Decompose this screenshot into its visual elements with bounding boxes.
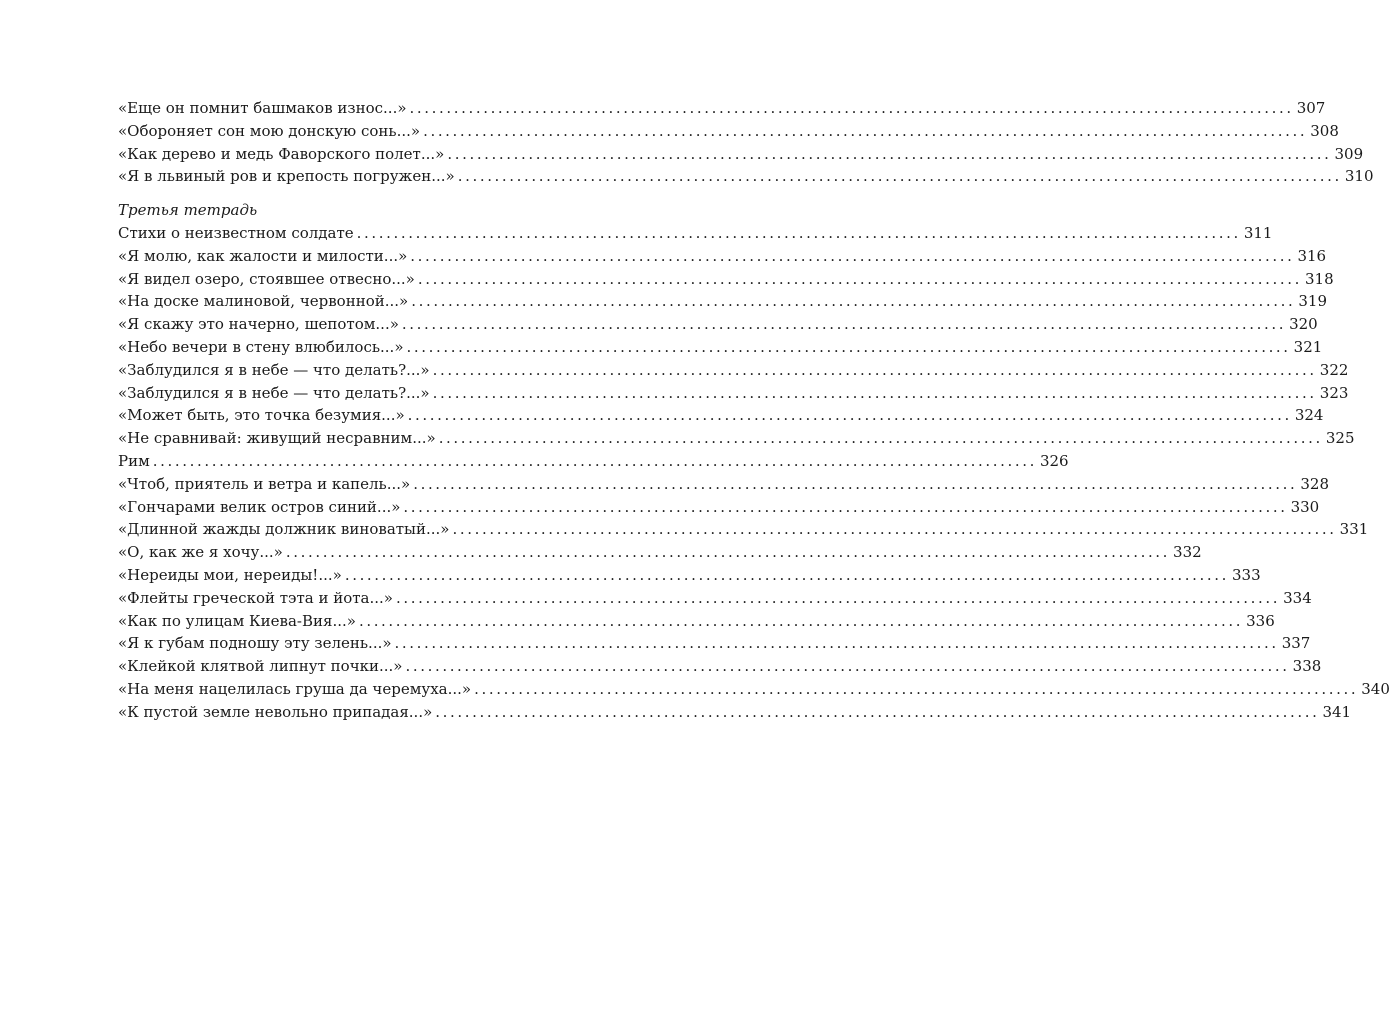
toc-entry-title: «Я молю, как жалости и милости...»: [118, 246, 408, 265]
toc-entry: [118, 518, 1369, 541]
dot-leader: ........................................................................................................................: [152, 451, 1037, 470]
toc-entry-title: Стихи о неизвестном солдате: [118, 223, 354, 242]
toc-entry-title: «Я к губам подношу эту зелень...»: [118, 634, 392, 653]
toc-entry: [118, 404, 1324, 427]
toc-entry-page-number: 332: [1173, 543, 1202, 562]
toc-entry-title: «На доске малиновой, червонной...»: [118, 292, 409, 311]
toc-entry-page-number: 328: [1300, 474, 1330, 493]
toc-entry-title: «Клейкой клятвой липнут почки...»: [118, 657, 403, 676]
toc-entry: [118, 610, 1275, 633]
dot-leader: ........................................................................................................................: [406, 337, 1291, 356]
toc-entry-title: «Обороняет сон мою донскую сонь...»: [118, 121, 421, 140]
toc-entry-title: «Заблудился я в небе — что делать?...»: [118, 360, 430, 379]
toc-entry-title: «Как дерево и медь Фаворского полет...»: [118, 144, 445, 163]
toc-entry-title: «Заблудился я в небе — что делать?...»: [118, 383, 430, 402]
dot-leader: ........................................................................................................................: [423, 121, 1308, 140]
dot-leader: ........................................................................................................................: [457, 167, 1342, 186]
toc-entry: [118, 290, 1328, 313]
dot-leader: ........................................................................................................................: [356, 223, 1241, 242]
dot-leader: ........................................................................................................................: [407, 406, 1292, 425]
toc-entry: [118, 587, 1312, 610]
toc-entry-page-number: 326: [1039, 451, 1069, 470]
toc-entry-page-number: 336: [1246, 611, 1275, 630]
toc-entry: [118, 541, 1202, 564]
dot-leader: ........................................................................................................................: [452, 520, 1337, 539]
toc-entry-page-number: 307: [1296, 99, 1326, 117]
toc-entry: [118, 268, 1334, 291]
dot-leader: ........................................................................................................................: [401, 315, 1287, 334]
toc-group-third-notebook: [118, 222, 1390, 724]
section-title: Третья тетрадь: [118, 201, 258, 220]
dot-leader: ........................................................................................................................: [395, 588, 1281, 607]
toc-entry-page-number: 309: [1334, 144, 1364, 163]
toc-entry: [118, 245, 1327, 268]
toc-group-continued: [118, 97, 1374, 188]
toc-entry-page-number: 337: [1281, 634, 1311, 653]
toc-entry-title: «Еще он помнит башмаков износ...»: [118, 99, 407, 117]
toc-entry-page-number: 338: [1292, 657, 1322, 676]
dot-leader: ........................................................................................................................: [432, 383, 1317, 402]
toc-entry: [118, 313, 1318, 336]
toc-entry: [118, 564, 1261, 587]
toc-entry-page-number: 324: [1294, 406, 1324, 425]
toc-entry-title: «О, как же я хочу...»: [118, 543, 283, 562]
toc-entry-title: «Как по улицам Киева-Вия...»: [118, 611, 356, 630]
dot-leader: ........................................................................................................................: [411, 292, 1296, 311]
dot-leader: ........................................................................................................................: [474, 679, 1359, 698]
toc-entry-page-number: 310: [1344, 167, 1374, 186]
toc-entry: [118, 336, 1323, 359]
toc-entry: [118, 143, 1364, 166]
toc-entry-title: «Флейты греческой тэта и йота...»: [118, 588, 393, 607]
toc-entry-page-number: 333: [1232, 565, 1261, 584]
toc-entry: [118, 655, 1322, 678]
toc-entry-page-number: 316: [1297, 246, 1327, 265]
toc-entry-title: «На меня нацелилась груша да черемуха...»: [118, 679, 472, 698]
toc-entry-title: «Чтоб, приятель и ветра и капель...»: [118, 474, 411, 493]
toc-entry-page-number: 334: [1283, 588, 1312, 607]
toc-entry-title: Рим: [118, 451, 150, 470]
dot-leader: ........................................................................................................................: [405, 657, 1290, 676]
dot-leader: ........................................................................................................................: [432, 360, 1317, 379]
toc-entry-page-number: 341: [1322, 702, 1352, 721]
toc-entry-page-number: 311: [1243, 223, 1273, 242]
toc-entry-title: «Я в львиный ров и крепость погружен...»: [118, 167, 455, 186]
dot-leader: ........................................................................................................................: [285, 543, 1171, 562]
table-of-contents: [118, 97, 1390, 724]
toc-entry: [118, 222, 1273, 245]
toc-entry-page-number: 323: [1319, 383, 1349, 402]
toc-entry: [118, 678, 1390, 701]
toc-entry: [118, 701, 1352, 724]
toc-entry: [118, 496, 1320, 519]
toc-entry-page-number: 308: [1310, 121, 1339, 140]
toc-entry: [118, 120, 1339, 143]
dot-leader: ........................................................................................................................: [447, 144, 1332, 163]
toc-entry-page-number: 322: [1319, 360, 1349, 379]
toc-entry-title: «Не сравнивай: живущий несравним...»: [118, 429, 436, 448]
dot-leader: ........................................................................................................................: [410, 246, 1295, 265]
toc-entry-title: «Гончарами велик остров синий...»: [118, 497, 401, 516]
toc-entry: [118, 359, 1349, 382]
toc-entry: [118, 382, 1349, 405]
toc-entry: [118, 632, 1311, 655]
dot-leader: ........................................................................................................................: [438, 429, 1323, 448]
toc-entry-title: «Я скажу это начерно, шепотом...»: [118, 315, 399, 334]
toc-entry-title: «Я видел озеро, стоявшее отвесно...»: [118, 269, 415, 288]
dot-leader: ........................................................................................................................: [403, 497, 1288, 516]
toc-entry: [118, 473, 1330, 496]
toc-entry-page-number: 319: [1298, 292, 1328, 311]
toc-entry-page-number: 321: [1293, 337, 1323, 356]
dot-leader: ........................................................................................................................: [394, 634, 1279, 653]
toc-entry-page-number: 320: [1289, 315, 1318, 334]
dot-leader: ........................................................................................................................: [413, 474, 1298, 493]
toc-entry: [118, 427, 1355, 450]
toc-entry: [118, 450, 1069, 473]
toc-entry-title: «Небо вечери в стену влюбилось...»: [118, 337, 404, 356]
dot-leader: ........................................................................................................................: [417, 269, 1303, 288]
toc-entry-title: «Длинной жажды должник виноватый...»: [118, 520, 450, 539]
dot-leader: ........................................................................................................................: [358, 611, 1244, 630]
dot-leader: ........................................................................................................................: [435, 702, 1320, 721]
toc-entry-title: «К пустой земле невольно припадая...»: [118, 702, 433, 721]
dot-leader: ........................................................................................................................: [409, 99, 1294, 117]
section-gap: [118, 188, 618, 199]
toc-entry: [118, 165, 1374, 188]
toc-entry-page-number: 318: [1305, 269, 1334, 288]
toc-entry-title: «Нереиды мои, нереиды!...»: [118, 565, 342, 584]
toc-entry-page-number: 330: [1290, 497, 1320, 516]
toc-entry-page-number: 325: [1325, 429, 1355, 448]
toc-entry-page-number: 340: [1361, 679, 1390, 698]
dot-leader: ........................................................................................................................: [344, 565, 1229, 584]
toc-entry: [118, 97, 1326, 120]
toc-entry-page-number: 331: [1339, 520, 1369, 539]
toc-entry-title: «Может быть, это точка безумия...»: [118, 406, 405, 425]
